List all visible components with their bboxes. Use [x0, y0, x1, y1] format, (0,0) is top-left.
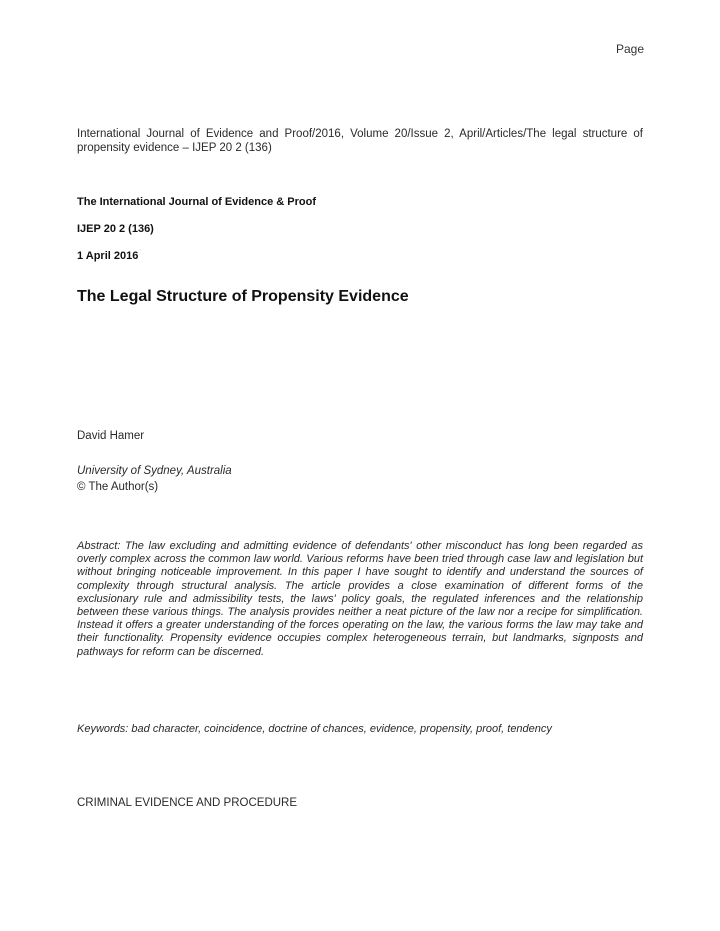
abstract-paragraph: Abstract: The law excluding and admitting evidence of defendants' other misconduct has long been regarded as overly complex across the common law world. Various reforms have been tried through case law and legislation but without bringing noticeable improvement. In this paper I have sought to identify and understand the sources of complexity through structural analysis. The article provides a close examination of different forms of the exclusionary rule and admissibility tests, the laws' policy goals, the regulated inferences and the relationship between these various things. The analysis provides neither a neat picture of the law nor a recipe for simplification. Instead it offers a greater understanding of the forces operating on the law, the various forms the law may take and their functionality. Propensity evidence occupies complex heterogeneous terrain, but landmarks, signposts and pathways for reform can be discerned. — [77, 540, 643, 658]
copyright-notice: © The Author(s) — [77, 481, 159, 493]
citation-line: International Journal of Evidence and Proof/2016, Volume 20/Issue 2, April/Articles/The legal structure of propensity evidence – IJEP 20 2 (136) — [77, 128, 643, 154]
journal-date: 1 April 2016 — [77, 250, 139, 262]
journal-code: IJEP 20 2 (136) — [77, 223, 154, 235]
keywords-line: Keywords: bad character, coincidence, doctrine of chances, evidence, propensity, proof, tendency — [77, 723, 552, 735]
subject-category: CRIMINAL EVIDENCE AND PROCEDURE — [77, 797, 298, 809]
article-title: The Legal Structure of Propensity Evidence — [77, 288, 409, 305]
journal-name: The International Journal of Evidence & Proof — [77, 196, 316, 208]
page-label: Page — [615, 42, 644, 56]
author-name: David Hamer — [77, 430, 145, 442]
author-affiliation: University of Sydney, Australia — [77, 465, 232, 477]
